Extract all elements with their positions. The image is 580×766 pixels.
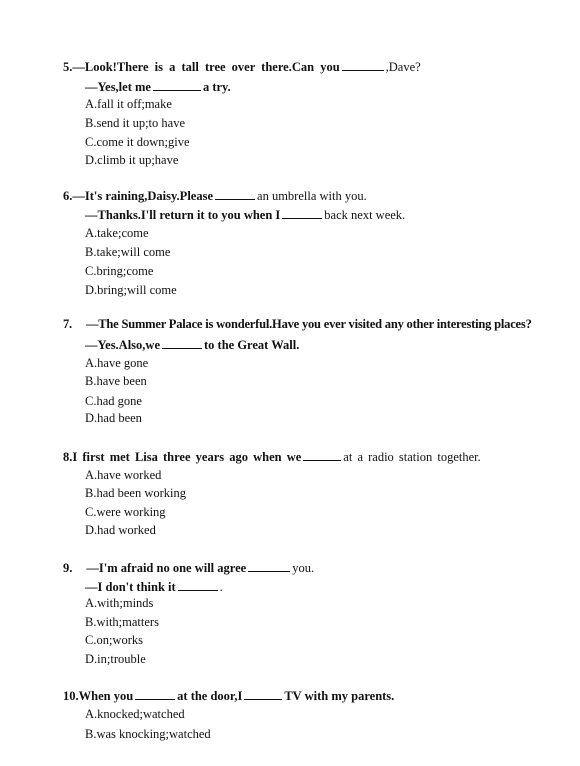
question-stem: —Yes.Also,we to the Great Wall. xyxy=(85,338,300,352)
option-c[interactable]: C.on;works xyxy=(85,633,143,647)
option-a[interactable]: A.knocked;watched xyxy=(85,707,185,721)
option-c[interactable]: C.come it down;give xyxy=(85,135,190,149)
option-b[interactable]: B.take;will come xyxy=(85,245,171,259)
option-a[interactable]: A.fall it off;make xyxy=(85,97,172,111)
question-stem: 8.I first met Lisa three years ago when we at a radio station together. xyxy=(63,450,481,464)
option-d[interactable]: D.had worked xyxy=(85,523,156,537)
option-b[interactable]: B.have been xyxy=(85,374,147,388)
answer-blank[interactable] xyxy=(244,688,282,700)
option-a[interactable]: A.take;come xyxy=(85,226,149,240)
option-d[interactable]: D.had been xyxy=(85,411,142,425)
answer-blank[interactable] xyxy=(135,688,175,700)
answer-blank[interactable] xyxy=(248,560,290,572)
question-stem: 5.—Look!There is a tall tree over there.Can you ,Dave? xyxy=(63,60,421,74)
question-stem: 6.—It's raining,Daisy.Please an umbrella with you. xyxy=(63,189,367,203)
answer-blank[interactable] xyxy=(178,579,218,591)
option-a[interactable]: A.have worked xyxy=(85,468,162,482)
option-b[interactable]: B.was knocking;watched xyxy=(85,727,211,741)
option-c[interactable]: C.were working xyxy=(85,505,166,519)
answer-blank[interactable] xyxy=(342,59,384,71)
question-number: 7. xyxy=(63,317,72,331)
question-number: 8. xyxy=(63,450,73,464)
question-number: 9. xyxy=(63,561,73,575)
option-b[interactable]: B.send it up;to have xyxy=(85,116,185,130)
question-stem: —Thanks.I'll return it to you when I back next week. xyxy=(85,208,406,222)
option-d[interactable]: D.bring;will come xyxy=(85,283,177,297)
answer-blank[interactable] xyxy=(303,449,341,461)
option-c[interactable]: C.bring;come xyxy=(85,264,154,278)
answer-blank[interactable] xyxy=(153,79,201,91)
question-stem: 9. —I'm afraid no one will agree you. xyxy=(63,561,315,575)
answer-blank[interactable] xyxy=(215,188,255,200)
question-number: 10. xyxy=(63,689,79,703)
option-b[interactable]: B.had been working xyxy=(85,486,187,500)
answer-blank[interactable] xyxy=(162,337,202,349)
answer-blank[interactable] xyxy=(282,207,322,219)
question-stem: —Yes,let me a try. xyxy=(85,80,231,94)
question-number: 5. xyxy=(63,60,73,74)
option-a[interactable]: A.have gone xyxy=(85,356,149,370)
option-b[interactable]: B.with;matters xyxy=(85,615,159,629)
option-a[interactable]: A.with;minds xyxy=(85,596,154,610)
question-stem: 7. —The Summer Palace is wonderful.Have you ever visited any other interesting places? xyxy=(63,317,532,331)
question-stem: —I don't think it . xyxy=(85,580,223,594)
question-stem: 10.When you at the door,I TV with my parents. xyxy=(63,689,395,703)
option-c[interactable]: C.had gone xyxy=(85,394,142,408)
option-d[interactable]: D.in;trouble xyxy=(85,652,146,666)
question-number: 6. xyxy=(63,189,73,203)
option-d[interactable]: D.climb it up;have xyxy=(85,153,179,167)
